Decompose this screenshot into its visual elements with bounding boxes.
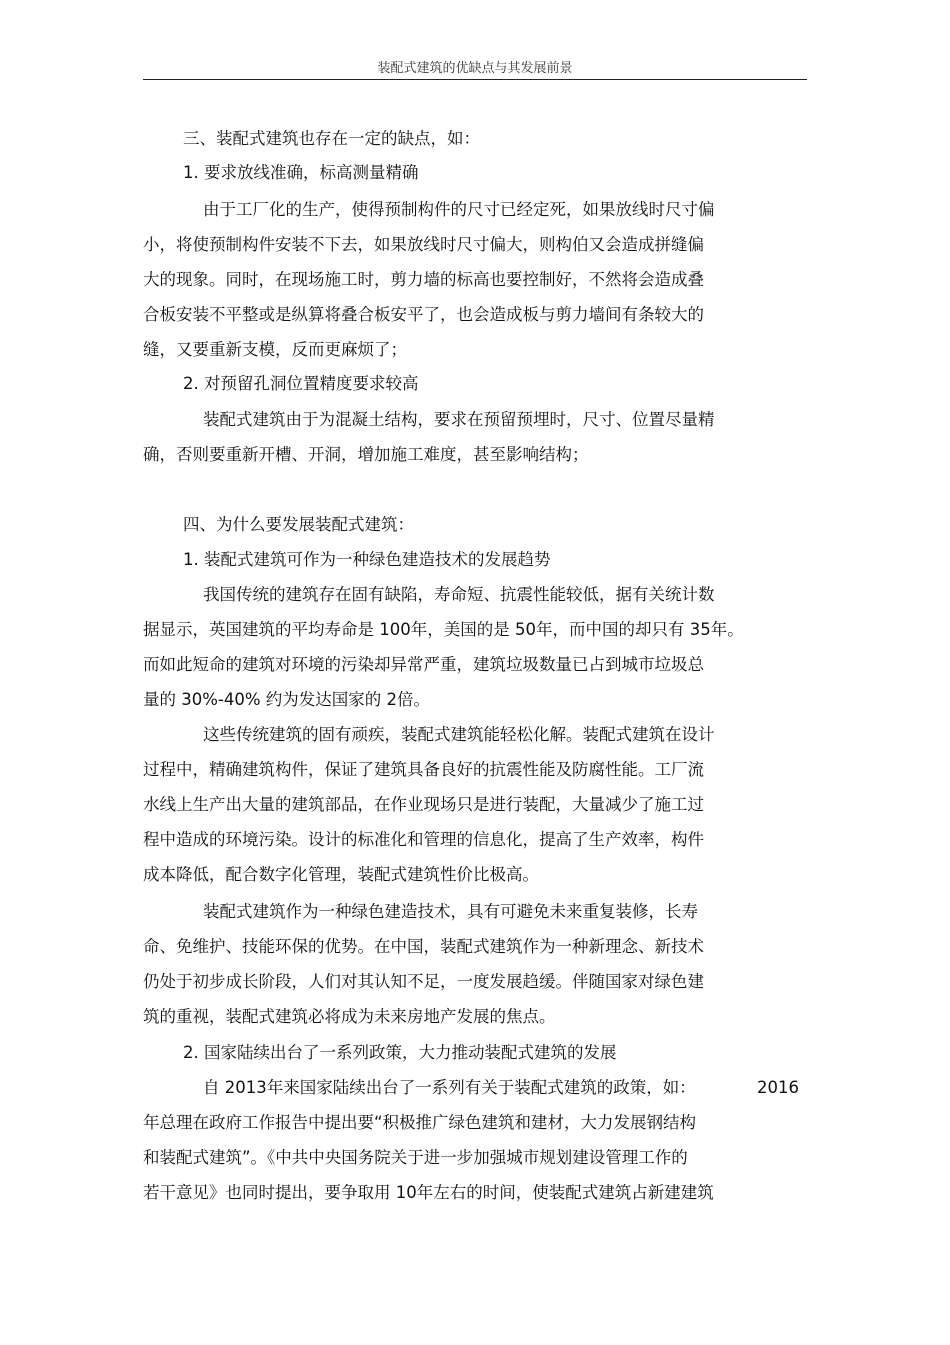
paragraph-line: 和装配式建筑”。《中共中央国务院关于进一步加强城市规划建设管理工作的 [143,1148,688,1167]
subheading: 2. 对预留孔洞位置精度要求较高 [183,374,419,393]
subheading: 1. 装配式建筑可作为一种绿色建造技术的发展趋势 [183,550,551,569]
paragraph-line: 小，将使预制构件安装不下去，如果放线时尺寸偏大，则构伯又会造成拼缝偏 [143,235,704,254]
paragraph-line: 仍处于初步成长阶段，人们对其认知不足，一度发展趋缓。伴随国家对绿色建 [143,972,704,991]
section-heading: 四、为什么要发展装配式建筑： [183,515,414,534]
paragraph-line: 筑的重视，装配式建筑必将成为未来房地产发展的焦点。 [143,1007,556,1026]
paragraph-line: 装配式建筑由于为混凝土结构，要求在预留预埋时，尺寸、位置尽量精 [203,410,715,429]
paragraph-line: 据显示，英国建筑的平均寿命是 100年，美国的是 50年，而中国的却只有 35年。 [143,620,744,639]
paragraph-line: 过程中，精确建筑构件，保证了建筑具备良好的抗震性能及防腐性能。工厂流 [143,760,704,779]
paragraph-line: 年总理在政府工作报告中提出要“积极推广绿色建筑和建材，大力发展钢结构 [143,1113,697,1132]
paragraph-line: 由于工厂化的生产，使得预制构件的尺寸已经定死，如果放线时尺寸偏 [203,200,715,219]
paragraph-line: 缝，又要重新支模，反而更麻烦了； [143,340,407,359]
running-header: 装配式建筑的优缺点与其发展前景 [377,61,573,76]
header-rule [143,79,807,80]
paragraph-year: 2016 [757,1078,799,1097]
paragraph-line: 若干意见》也同时提出，要争取用 10年左右的时间，使装配式建筑占新建建筑 [143,1183,714,1202]
paragraph-line: 合板安装不平整或是纵算将叠合板安平了，也会造成板与剪力墙间有条较大的 [143,305,704,324]
paragraph-line: 而如此短命的建筑对环境的污染却异常严重，建筑垃圾数量已占到城市垃圾总 [143,655,704,674]
paragraph-line: 这些传统建筑的固有顽疾，装配式建筑能轻松化解。装配式建筑在设计 [203,725,715,744]
paragraph-line: 水线上生产出大量的建筑部品，在作业现场只是进行装配，大量减少了施工过 [143,795,704,814]
paragraph-line: 程中造成的环境污染。设计的标准化和管理的信息化，提高了生产效率，构件 [143,830,704,849]
section-heading: 三、装配式建筑也存在一定的缺点，如： [183,129,480,148]
paragraph-line: 成本降低，配合数字化管理，装配式建筑性价比极高。 [143,865,539,884]
paragraph-line: 量的 30%-40% 约为发达国家的 2倍。 [143,690,431,709]
subheading: 1. 要求放线准确，标高测量精确 [183,163,419,182]
subheading: 2. 国家陆续出台了一系列政策，大力推动装配式建筑的发展 [183,1043,617,1062]
paragraph-line: 命、免维护、技能环保的优势。在中国，装配式建筑作为一种新理念、新技术 [143,937,704,956]
paragraph-line: 我国传统的建筑存在固有缺陷，寿命短、抗震性能较低，据有关统计数 [203,585,715,604]
paragraph-line: 确，否则要重新开槽、开洞，增加施工难度，甚至影响结构； [143,445,589,464]
paragraph-line: 自 2013年来国家陆续出台了一系列有关于装配式建筑的政策，如： [203,1078,696,1097]
paragraph-line: 大的现象。同时，在现场施工时，剪力墙的标高也要控制好，不然将会造成叠 [143,270,704,289]
paragraph-line: 装配式建筑作为一种绿色建造技术，具有可避免未来重复装修，长寿 [203,902,698,921]
